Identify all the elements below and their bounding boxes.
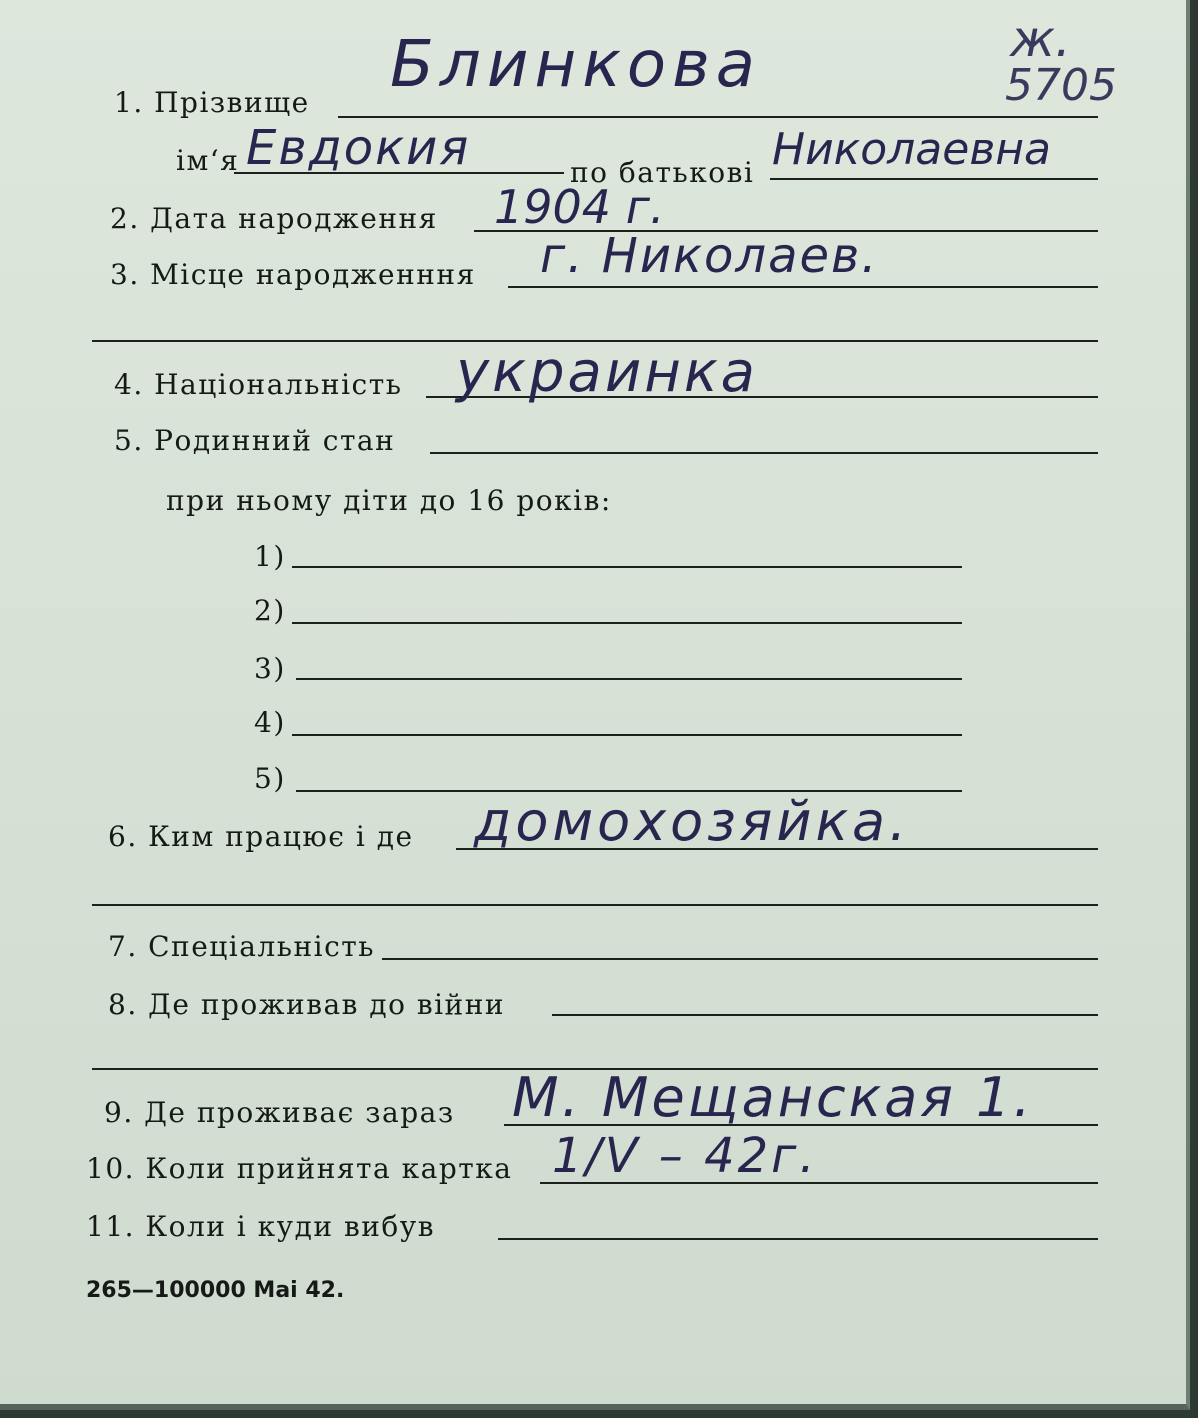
- children-header: при ньому діти до 16 років:: [166, 484, 612, 517]
- child-4-line[interactable]: [292, 734, 962, 736]
- print-code: 265—100000 Mai 42.: [86, 1278, 345, 1303]
- child-1-line[interactable]: [292, 566, 962, 568]
- occupation-line-2: [92, 904, 1098, 906]
- patronymic-line: [770, 178, 1098, 180]
- card-accepted-value[interactable]: 1/V – 42г.: [552, 1128, 818, 1184]
- surname-label: 1. Прізвище: [114, 86, 310, 119]
- birth-place-line: [508, 286, 1098, 288]
- archive-number: 5705: [1005, 60, 1117, 111]
- patronymic-value[interactable]: Николаевна: [772, 124, 1051, 175]
- birth-place-label: 3. Місце народженння: [110, 258, 476, 291]
- nationality-value[interactable]: украинка: [456, 340, 758, 405]
- current-address-value[interactable]: М. Мещанская 1.: [512, 1066, 1034, 1129]
- birth-date-label: 2. Дата народження: [110, 202, 438, 235]
- birth-date-value[interactable]: 1904 г.: [494, 180, 665, 234]
- surname-value[interactable]: Блинкова: [390, 28, 761, 102]
- departed-label: 11. Коли і куди вибув: [86, 1210, 435, 1243]
- child-5-label: 5): [254, 762, 286, 795]
- current-address-label: 9. Де проживає зараз: [104, 1096, 455, 1129]
- surname-line: [338, 116, 1098, 118]
- name-value[interactable]: Евдокия: [246, 120, 471, 176]
- child-4-label: 4): [254, 706, 286, 739]
- prewar-address-label: 8. Де проживав до війни: [108, 988, 506, 1021]
- child-3-label: 3): [254, 652, 286, 685]
- occupation-label: 6. Ким працює і де: [108, 820, 414, 853]
- child-2-label: 2): [254, 594, 286, 627]
- card-accepted-label: 10. Коли прийнята картка: [86, 1152, 513, 1185]
- family-status-line: [430, 452, 1098, 454]
- name-label: ім‘я: [176, 144, 240, 177]
- patronymic-label: по батькові: [570, 156, 755, 189]
- child-1-label: 1): [254, 540, 286, 573]
- family-status-label: 5. Родинний стан: [114, 424, 396, 457]
- archive-letter: ж.: [1010, 10, 1071, 68]
- departed-line: [498, 1238, 1098, 1240]
- child-2-line[interactable]: [292, 622, 962, 624]
- birth-place-value[interactable]: г. Николаев.: [540, 228, 879, 284]
- nationality-label: 4. Національність: [114, 368, 403, 401]
- specialty-label: 7. Спеціальність: [108, 930, 375, 963]
- specialty-line: [382, 958, 1098, 960]
- occupation-value[interactable]: домохозяйка.: [474, 790, 911, 853]
- child-3-line[interactable]: [296, 678, 962, 680]
- prewar-address-line: [552, 1014, 1098, 1016]
